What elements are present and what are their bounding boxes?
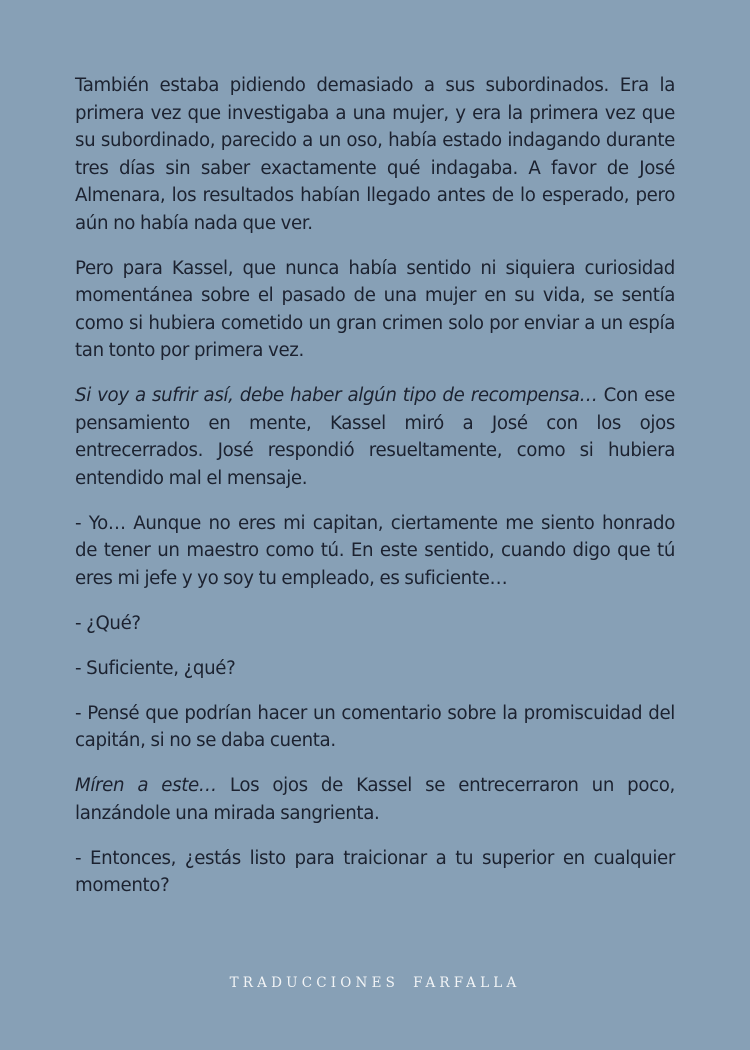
document-page [75, 72, 675, 900]
dialogue-text: - Yo… Aunque no eres mi capitan, ciertamente me siento honrado de tener un maestro como tú. En este sentido, cuando digo que tú eres mi jefe y yo soy tu empleado, es suficiente… [75, 512, 675, 589]
paragraph-2 [75, 255, 675, 365]
paragraph-7 [75, 700, 675, 755]
paragraph-4 [75, 510, 675, 593]
paragraph-5 [75, 610, 675, 638]
italic-thought: Si voy a sufrir así, debe haber algún tipo de recompensa… [75, 385, 598, 406]
dialogue-text: - Entonces, ¿estás listo para traicionar a tu superior en cualquier momento? [75, 847, 675, 896]
dialogue-text: - Suficiente, ¿qué? [75, 657, 236, 679]
paragraph-text: También estaba pidiendo demasiado a sus subordinados. Era la primera vez que investigaba a una mujer, y era la primera vez que su subordinado, parecido a un oso, había estado indagando durante tres días sin saber exactamente qué indagaba. A favor de José Almenara, los resultados habían llegado antes de lo esperado, pero aún no había nada que ver. [75, 75, 675, 234]
paragraph-6 [75, 655, 675, 683]
footer-word-2: FARFALLA [413, 975, 521, 991]
paragraph-9 [75, 845, 675, 900]
dialogue-text: - ¿Qué? [75, 612, 141, 634]
paragraph-1 [75, 72, 675, 237]
paragraph-8 [75, 772, 675, 827]
footer-credit [0, 975, 750, 991]
paragraph-text: Los ojos de Kassel se entrecerraron un poco, lanzándole una mirada sangrienta. [75, 775, 675, 824]
paragraph-3 [75, 382, 675, 492]
paragraph-text: Con ese pensamiento en mente, Kassel miró a José con los ojos entrecerrados. José respondió resueltamente, como si hubiera entendido mal el mensaje. [75, 385, 675, 489]
italic-thought: Míren a este… [75, 775, 217, 796]
footer-word-1: TRADUCCIONES [229, 975, 400, 991]
paragraph-text: Pero para Kassel, que nunca había sentido ni siquiera curiosidad momentánea sobre el pasado de una mujer en su vida, se sentía como si hubiera cometido un gran crimen solo por enviar a un espía tan tonto por primera vez. [75, 257, 675, 361]
dialogue-text: - Pensé que podrían hacer un comentario sobre la promiscuidad del capitán, si no se daba cuenta. [75, 702, 675, 751]
